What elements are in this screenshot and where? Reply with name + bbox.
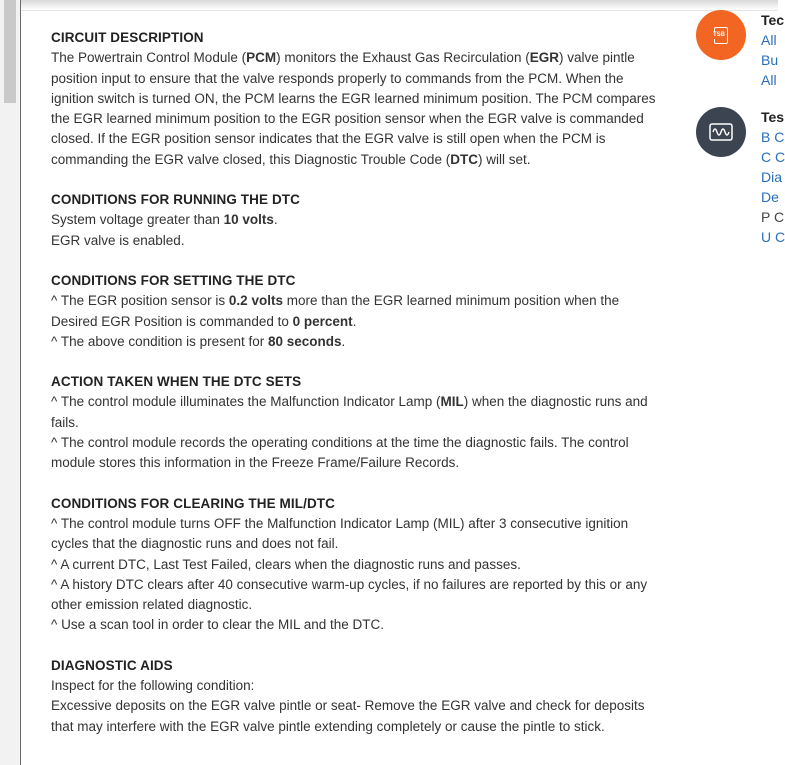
text-run: ^ A history DTC clears after 40 consecutive warm-up cycles, if no failures are reported by this or any other emission related diagnostic. xyxy=(51,576,648,613)
doc-section xyxy=(51,494,661,636)
bold-term: 0 percent xyxy=(292,313,353,329)
section-paragraph xyxy=(51,696,661,737)
section-heading: CONDITIONS FOR RUNNING THE DTC xyxy=(51,192,300,208)
test-heading: Tes xyxy=(761,109,785,125)
text-run: more than the EGR learned minimum position when the Desired EGR Position is commanded to xyxy=(51,293,620,329)
text-run: Excessive deposits on the EGR valve pintle or seat- Remove the EGR valve and check for deposits that may interfere with the EGR valve pintle extending completely or cause the pintle to stick. xyxy=(51,698,645,734)
bold-term: 0.2 volts xyxy=(228,293,283,309)
section-paragraph xyxy=(51,291,661,332)
bold-term: 10 volts xyxy=(223,212,274,228)
test-link[interactable]: De xyxy=(761,189,779,205)
test-button[interactable] xyxy=(696,107,746,157)
text-run: ^ The above condition is present for xyxy=(51,333,268,349)
diagnostic-document xyxy=(51,28,661,757)
doc-section xyxy=(51,28,661,170)
section-paragraph xyxy=(51,676,661,696)
section-heading: CONDITIONS FOR CLEARING THE MIL/DTC xyxy=(51,495,335,511)
text-run: EGR valve is enabled. xyxy=(51,232,185,248)
tsb-link[interactable]: All xyxy=(761,72,777,88)
test-link[interactable]: U C xyxy=(761,229,785,245)
test-group xyxy=(761,107,785,247)
text-run: ^ The control module turns OFF the Malfunction Indicator Lamp (MIL) after 3 consecutive ignition cycles that the diagnostic runs and does not fail. xyxy=(51,515,629,552)
left-scroll-track[interactable] xyxy=(0,0,21,765)
text-run: The Powertrain Control Module ( xyxy=(51,50,247,66)
text-run: ) valve pintle position input to ensure that the valve responds properly to commands from the PCM. When the ignition switch is turned ON, the PCM learns the EGR learned minimum position. The PCM compares the EGR learned minimum position to the EGR position sensor when the EGR valve is commanded closed. If the EGR position sensor indicates that the EGR valve is still open when the PCM is commanding the EGR valve closed, this Diagnostic Trouble Code ( xyxy=(51,50,656,167)
section-paragraph xyxy=(51,575,661,616)
tsb-icon-label: TSB xyxy=(713,31,725,38)
section-paragraph xyxy=(51,210,661,230)
bold-term: 80 seconds xyxy=(267,333,342,349)
bold-term: PCM xyxy=(246,50,277,66)
tsb-button[interactable] xyxy=(696,10,746,60)
top-bar-shadow xyxy=(21,0,778,11)
test-link[interactable]: B C xyxy=(761,129,785,145)
text-run: ) monitors the Exhaust Gas Recirculation ( xyxy=(276,50,530,66)
text-run: ) will set. xyxy=(477,151,531,167)
doc-section xyxy=(51,190,661,251)
bold-term: EGR xyxy=(529,50,559,66)
text-run: . xyxy=(352,313,357,329)
doc-section xyxy=(51,372,661,473)
doc-section xyxy=(51,656,661,737)
section-paragraph xyxy=(51,231,661,251)
test-link: P C xyxy=(761,209,785,225)
document-icon xyxy=(714,27,728,44)
section-heading: ACTION TAKEN WHEN THE DTC SETS xyxy=(51,374,302,390)
section-paragraph xyxy=(51,332,661,352)
section-heading: DIAGNOSTIC AIDS xyxy=(51,657,173,673)
text-run: ^ The control module records the operating conditions at the time the diagnostic fails. The control module stores this information in the Freeze Frame/Failure Records. xyxy=(51,435,629,471)
text-run: ^ The control module illuminates the Malfunction Indicator Lamp ( xyxy=(51,394,441,410)
section-paragraph xyxy=(51,555,661,575)
text-run: System voltage greater than xyxy=(51,212,224,228)
waveform-icon xyxy=(709,123,733,141)
test-link[interactable]: Dia xyxy=(761,169,783,185)
tsb-link[interactable]: All xyxy=(761,32,777,48)
section-heading: CIRCUIT DESCRIPTION xyxy=(51,30,204,45)
doc-section xyxy=(51,271,661,352)
test-link[interactable]: C C xyxy=(761,149,785,165)
text-run: . xyxy=(273,212,278,228)
section-heading: CONDITIONS FOR SETTING THE DTC xyxy=(51,272,296,288)
section-paragraph xyxy=(51,392,661,433)
text-run: Inspect for the following condition: xyxy=(51,678,255,694)
related-sidebar xyxy=(696,10,785,310)
text-run: . xyxy=(341,333,346,349)
text-run: ^ Use a scan tool in order to clear the MIL and the DTC. xyxy=(51,617,384,633)
section-paragraph xyxy=(51,615,661,635)
bold-term: DTC xyxy=(450,151,478,167)
text-run: ^ A current DTC, Last Test Failed, clears when the diagnostic runs and passes. xyxy=(51,556,521,572)
section-paragraph xyxy=(51,514,661,555)
section-paragraph xyxy=(51,433,661,474)
tsb-link[interactable]: Bu xyxy=(761,52,779,68)
tsb-heading: Tec xyxy=(761,12,785,28)
text-run: ^ The EGR position sensor is xyxy=(51,293,229,309)
text-run: ) when the diagnostic runs and fails. xyxy=(51,394,648,430)
scrollbar-thumb[interactable] xyxy=(4,0,16,103)
section-paragraph xyxy=(51,48,661,170)
bold-term: MIL xyxy=(440,394,464,410)
tsb-group xyxy=(761,10,784,90)
